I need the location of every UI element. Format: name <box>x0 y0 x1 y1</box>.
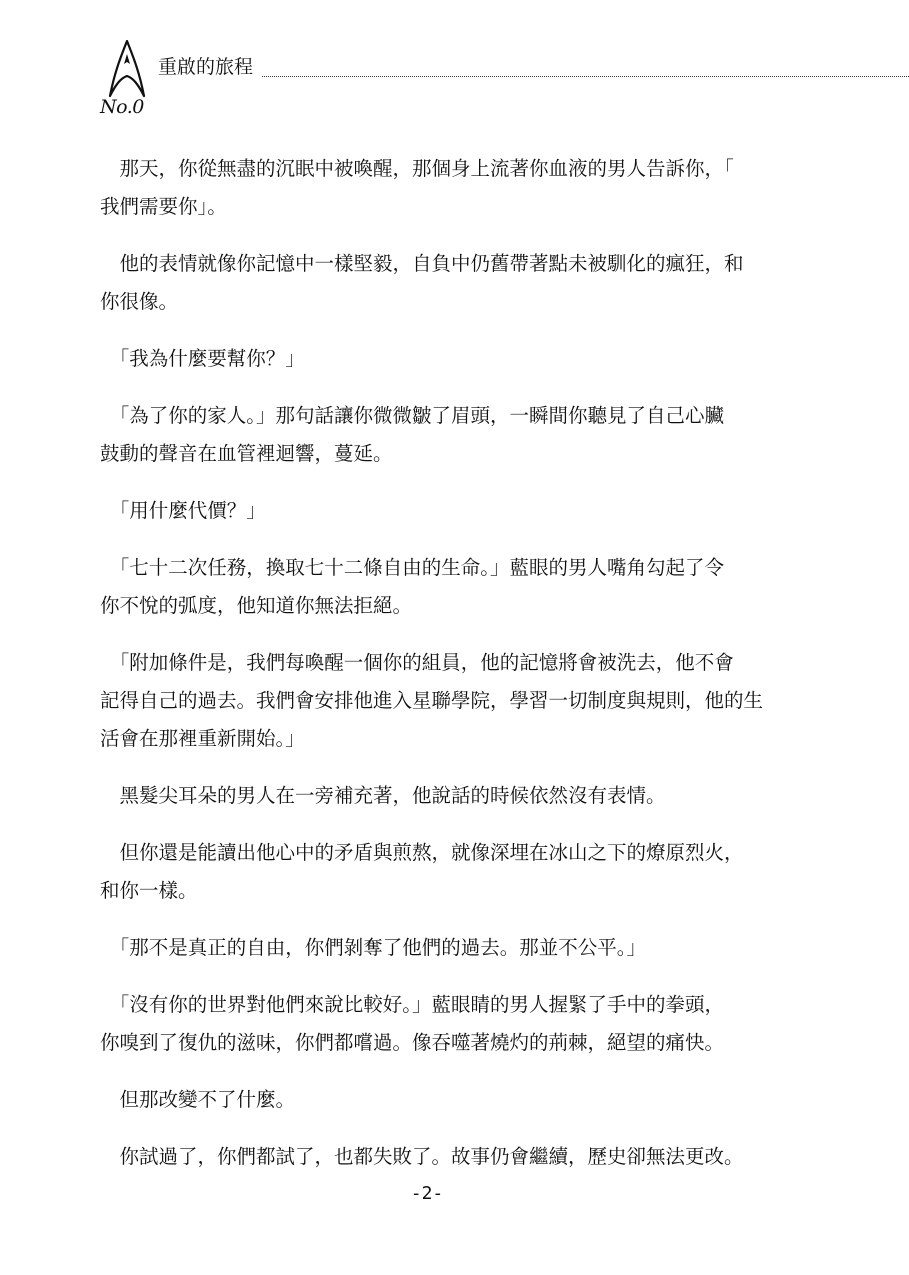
paragraph-line: 「附加條件是，我們每喚醒一個你的組員，他的記憶將會被洗去，他不會 <box>100 651 734 674</box>
page-number: -2- <box>410 1183 444 1204</box>
paragraph-line: 「用什麼代價？」 <box>100 499 266 522</box>
paragraph-line: 但你還是能讀出他心中的矛盾與煎熬，就像深埋在冰山之下的燎原烈火， <box>100 841 744 864</box>
paragraph <box>100 834 812 910</box>
paragraph <box>100 245 812 321</box>
paragraph-line: 那天，你從無盡的沉眠中被喚醒，那個身上流著你血液的男人告訴你，「 <box>100 157 734 180</box>
paragraph-line: 鼓動的聲音在血管裡迴響，蔓延。 <box>100 442 393 465</box>
paragraph <box>100 777 812 815</box>
paragraph <box>100 1138 812 1176</box>
header-dotted-rule <box>262 76 909 77</box>
paragraph <box>100 644 812 758</box>
paragraph <box>100 340 812 378</box>
paragraph-line: 「那不是真正的自由，你們剝奪了他們的過去。那並不公平。」 <box>100 936 647 959</box>
paragraph <box>100 397 812 473</box>
story-body <box>100 150 812 1195</box>
paragraph <box>100 549 812 625</box>
paragraph-line: 你不悅的弧度，他知道你無法拒絕。 <box>100 594 413 617</box>
paragraph <box>100 986 812 1062</box>
paragraph-line: 記得自己的過去。我們會安排他進入星聯學院，學習一切制度與規則，他的生 <box>100 689 764 712</box>
paragraph-line: 你嗅到了復仇的滋味，你們都嚐過。像吞噬著燒灼的荊棘，絕望的痛快。 <box>100 1031 725 1054</box>
paragraph-line: 你試過了，你們都試了，也都失敗了。故事仍會繼續，歷史卻無法更改。 <box>100 1145 744 1168</box>
paragraph-line: 但那改變不了什麼。 <box>100 1088 296 1111</box>
paragraph-line: 黑髮尖耳朵的男人在一旁補充著，他說話的時候依然沒有表情。 <box>100 784 666 807</box>
paragraph <box>100 492 812 530</box>
paragraph-line: 「為了你的家人。」那句話讓你微微皺了眉頭，一瞬間你聽見了自己心臟 <box>100 404 725 427</box>
paragraph-line: 「我為什麼要幫你？」 <box>100 347 305 370</box>
paragraph-line: 活會在那裡重新開始。」 <box>100 727 305 750</box>
page-header <box>100 40 909 120</box>
paragraph-line: 「七十二次任務，換取七十二條自由的生命。」藍眼的男人嘴角勾起了令 <box>100 556 725 579</box>
starfleet-delta-icon <box>108 40 146 98</box>
book-title: 重啟的旅程 <box>158 56 254 78</box>
paragraph-line: 他的表情就像你記憶中一樣堅毅，自負中仍舊帶著點未被馴化的瘋狂，和 <box>100 252 744 275</box>
paragraph <box>100 1081 812 1119</box>
paragraph-line: 「沒有你的世界對他們來說比較好。」藍眼睛的男人握緊了手中的拳頭， <box>100 993 725 1016</box>
paragraph <box>100 150 812 226</box>
paragraph-line: 你很像。 <box>100 290 179 313</box>
paragraph <box>100 929 812 967</box>
paragraph-line: 和你一樣。 <box>100 879 198 902</box>
paragraph-line: 我們需要你」。 <box>100 195 227 218</box>
chapter-number: No.0 <box>100 96 144 118</box>
